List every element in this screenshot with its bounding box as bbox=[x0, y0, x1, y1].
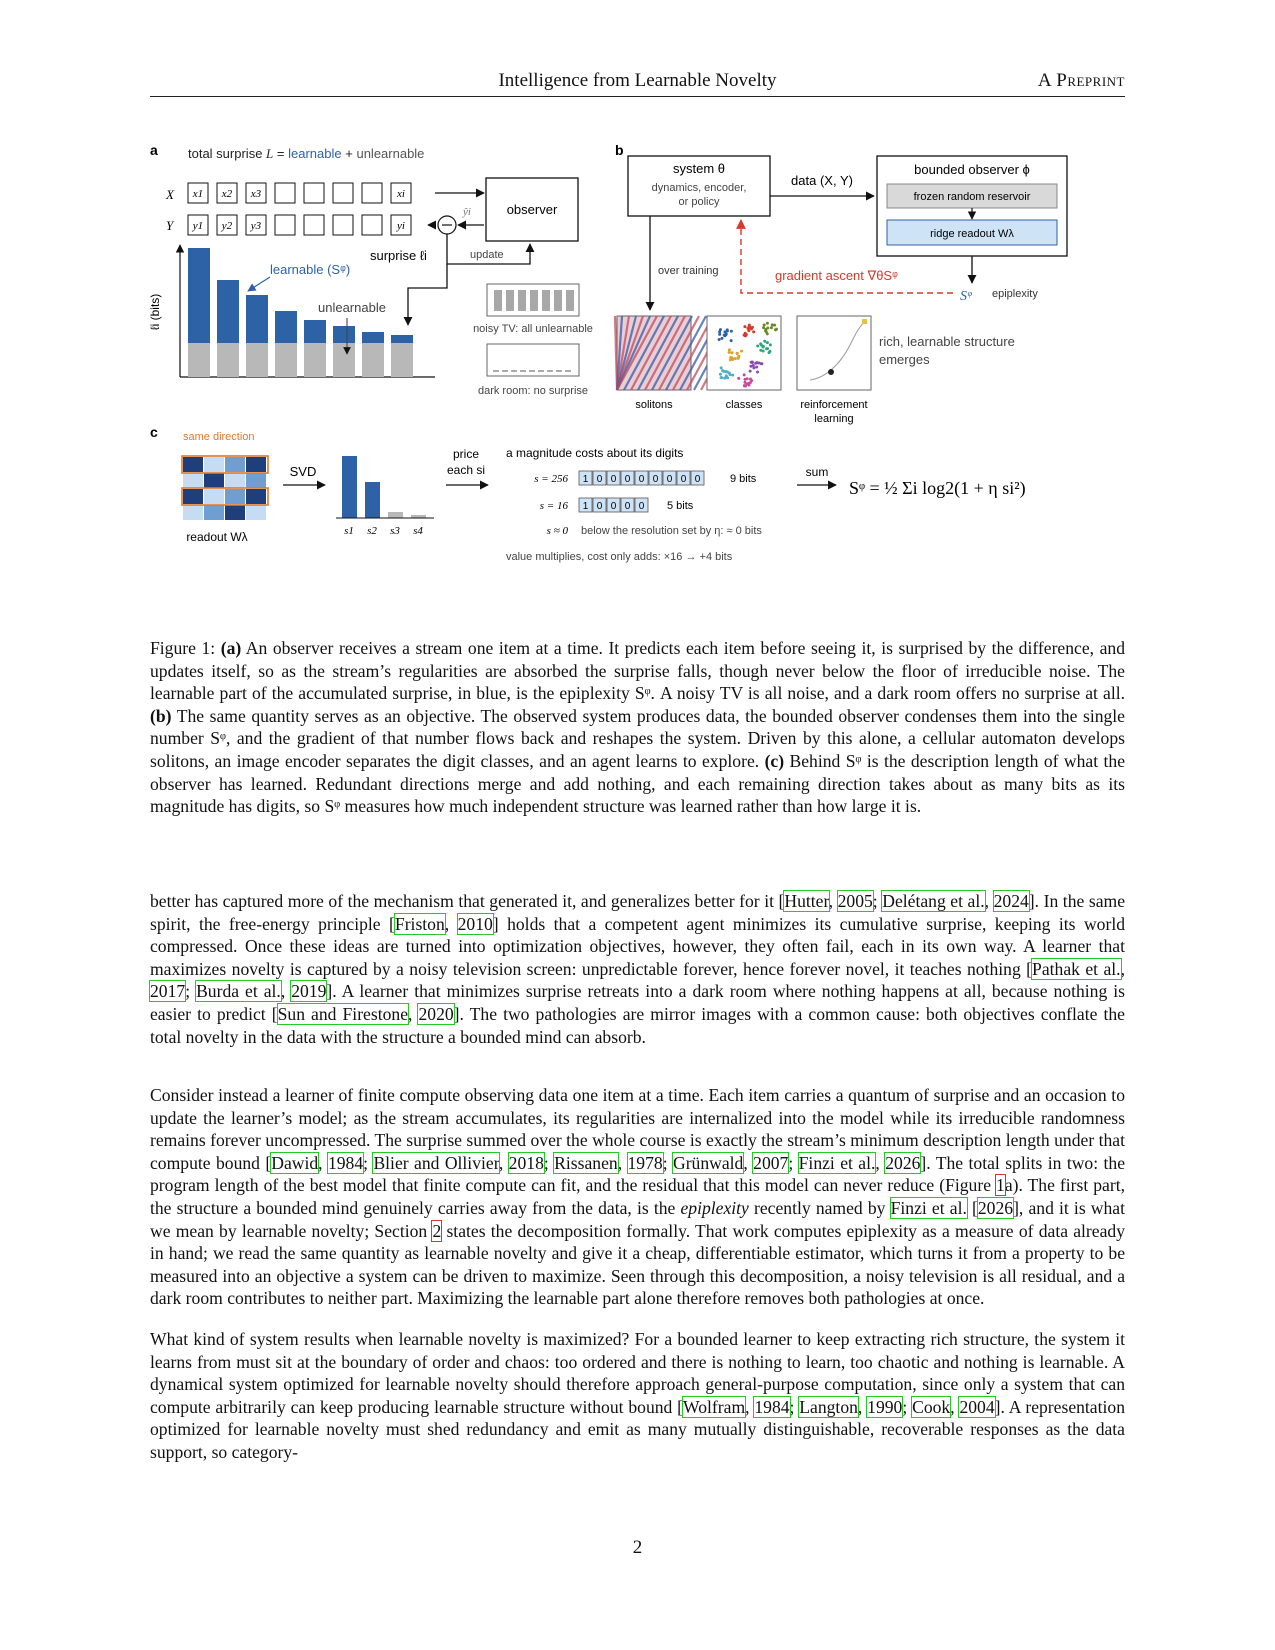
caption-fig-label: Figure 1: bbox=[150, 638, 216, 658]
citation-link[interactable]: 2007 bbox=[753, 1152, 789, 1173]
row2-s: s = 16 bbox=[539, 500, 568, 512]
citation-link[interactable]: 2020 bbox=[418, 1003, 454, 1024]
y-cell bbox=[333, 215, 353, 235]
readout-cell bbox=[225, 473, 245, 488]
bit-value: 0 bbox=[596, 474, 603, 485]
page-number: 2 bbox=[632, 1537, 643, 1558]
unlearnable-bar bbox=[304, 343, 326, 377]
readout-label: ridge readout Wλ bbox=[930, 228, 1014, 240]
citation-link[interactable]: Blier and Ollivier bbox=[373, 1152, 499, 1173]
emerges-line-2: emerges bbox=[879, 352, 930, 367]
row3-s: s ≈ 0 bbox=[546, 525, 568, 537]
formula: Sᵠ = ½ Σi log2(1 + η si²) bbox=[849, 478, 1026, 498]
y-cell-label: y2 bbox=[221, 220, 233, 232]
noisy-bar bbox=[530, 290, 538, 311]
bits-row-16 bbox=[579, 498, 648, 512]
y-cells bbox=[188, 215, 411, 235]
row-y-label: Y bbox=[166, 218, 174, 233]
citation-link[interactable]: Delétang et al. bbox=[882, 891, 985, 911]
unlearnable-bar bbox=[246, 343, 268, 377]
readout-cell bbox=[246, 489, 266, 504]
yhat-label: ŷi bbox=[463, 206, 471, 218]
y-cell bbox=[304, 215, 324, 235]
observer-title: bounded observer ϕ bbox=[914, 162, 1030, 177]
readout-cell bbox=[246, 473, 266, 488]
singular-value-bars bbox=[342, 456, 426, 537]
citation-link[interactable]: Burda et al. bbox=[196, 981, 281, 1002]
learnable-bar bbox=[362, 332, 384, 343]
citation-link[interactable]: 1978 bbox=[627, 1152, 663, 1173]
readout-cell bbox=[225, 505, 245, 520]
y-cell-label: y3 bbox=[250, 220, 262, 232]
citation-link[interactable]: Sun and Firestone bbox=[277, 1003, 408, 1024]
same-direction-label: same direction bbox=[183, 431, 255, 443]
citation-link[interactable]: 1990 bbox=[867, 1396, 903, 1417]
bit-value: 0 bbox=[680, 474, 687, 485]
citation-link[interactable]: Dawid bbox=[271, 1152, 319, 1173]
citation-link[interactable]: 2005 bbox=[837, 891, 873, 911]
caption-b-label: (b) bbox=[150, 705, 172, 726]
learnable-bar bbox=[391, 335, 413, 343]
readout-cell bbox=[204, 473, 224, 488]
readout-cell bbox=[246, 505, 266, 520]
singular-value-label: s2 bbox=[367, 525, 377, 537]
citation-link[interactable]: 2024 bbox=[993, 891, 1029, 911]
thumb-label-solitons: solitons bbox=[635, 399, 673, 411]
unlearnable-bar bbox=[333, 343, 355, 377]
x-cell bbox=[275, 183, 295, 203]
readout-cell bbox=[246, 457, 266, 472]
readout-cell bbox=[225, 489, 245, 504]
citation-link[interactable]: 2026 bbox=[977, 1197, 1014, 1218]
price-line-2: each si bbox=[446, 463, 486, 477]
citation-link[interactable]: 2018 bbox=[508, 1152, 544, 1173]
thumb-label-rl-1: reinforcement bbox=[800, 399, 868, 411]
noisy-bar bbox=[542, 290, 550, 311]
learnable-bar bbox=[333, 326, 355, 343]
bit-value: 1 bbox=[582, 501, 589, 512]
price-line-1: price bbox=[452, 447, 480, 461]
figure-caption bbox=[150, 637, 1125, 818]
readout-cell bbox=[183, 473, 203, 488]
citation-link[interactable]: 2026 bbox=[885, 1152, 921, 1173]
dark-room-label: dark room: no surprise bbox=[477, 385, 589, 397]
rl-thumbnail bbox=[797, 316, 871, 390]
unlearnable-bar bbox=[362, 343, 384, 377]
system-sub-2: or policy bbox=[678, 196, 720, 208]
y-cell bbox=[275, 215, 295, 235]
learnable-bar bbox=[217, 280, 239, 343]
figure-1 bbox=[150, 140, 1125, 610]
y-cell-label: y1 bbox=[192, 220, 204, 232]
y-axis-label: ℓi (bits) bbox=[148, 293, 162, 331]
citation-link[interactable]: Finzi et al. bbox=[798, 1152, 876, 1173]
caption-b-text: The same quantity serves as an objective. The observed system produces data, the bounded observer condenses them into the single number Sᵠ, and the gradient of that number flows back and reshapes the system. Driven by this alone, a cellular automaton develops solitons, an image encoder separates the digit classes, and an agent learns to explore. bbox=[150, 705, 1125, 771]
citation-link[interactable]: 2004 bbox=[959, 1396, 995, 1417]
x-cell bbox=[333, 183, 353, 203]
surprise-label: surprise ℓi bbox=[370, 248, 427, 263]
bit-value: 0 bbox=[652, 474, 659, 485]
readout-label-c: readout Wλ bbox=[186, 530, 248, 544]
unlearnable-bar bbox=[188, 343, 210, 377]
panel-b-label: b bbox=[615, 142, 624, 158]
bit-value: 0 bbox=[610, 501, 617, 512]
row2-bits-label: 5 bits bbox=[667, 500, 694, 512]
citation-link[interactable]: 2017 bbox=[150, 981, 186, 1002]
s-phi-label: Sᵠ bbox=[960, 289, 972, 304]
paragraph-3: What kind of system results when learnable novelty is maximized? For a bounded learner to keep extracting rich structure, the system it learns from must sit at the boundary of order and chaos: too ordered and there is nothing to learn, too chaotic and nothing is learnable. A dynamical system optimized for learnable novelty should therefore approach general-purpose computation, since only a system that can compute arbitrarily can keep producing learnable structure without bound [Wolfram, 1984; Langton, 1990; Cook, 2004]. A representation optimized for learnable novelty must shed redundancy and emit as many mutually distinguishable, recoverable responses as the data support, so category- bbox=[150, 1329, 1125, 1462]
noisy-bar bbox=[494, 290, 502, 311]
gradient-label: gradient ascent ∇θSᵠ bbox=[775, 268, 898, 283]
unlearnable-annotation: unlearnable bbox=[318, 300, 386, 315]
learnable-bar bbox=[188, 248, 210, 343]
noisy-bar bbox=[554, 290, 562, 311]
bit-value: 1 bbox=[582, 474, 589, 485]
unlearnable-bar bbox=[391, 343, 413, 377]
over-training-label: over training bbox=[658, 265, 719, 277]
page-header bbox=[150, 70, 1125, 97]
unlearnable-bar bbox=[217, 343, 239, 377]
caption-c-text: Behind Sᵠ is the description length of what the observer has learned. Redundant directions merge and add nothing, and each remaining direction takes about as many bits as its magnitude has digits, so Sᵠ measures how much independent structure was learned rather than how large it is. bbox=[150, 750, 1126, 817]
citation-link[interactable]: Hutter bbox=[784, 891, 829, 911]
preprint-label: A Preprint bbox=[1037, 70, 1125, 91]
readout-cell bbox=[183, 489, 203, 504]
bit-value: 0 bbox=[638, 501, 645, 512]
row3-label: below the resolution set by η: ≈ 0 bits bbox=[581, 525, 762, 537]
readout-cell bbox=[183, 505, 203, 520]
citation-link[interactable]: 1984 bbox=[327, 1152, 364, 1173]
learnable-bar bbox=[246, 295, 268, 343]
citation-link[interactable]: Rissanen bbox=[554, 1152, 618, 1173]
magnitude-title: a magnitude costs about its digits bbox=[506, 446, 684, 460]
singular-value-label: s3 bbox=[390, 525, 400, 537]
citation-link[interactable]: 2019 bbox=[291, 981, 327, 1002]
bits-row-256 bbox=[579, 471, 704, 485]
noisy-bar bbox=[506, 290, 514, 311]
bit-value: 0 bbox=[638, 474, 645, 485]
system-title: system θ bbox=[672, 161, 726, 176]
learnable-bar bbox=[275, 311, 297, 343]
system-sub-1: dynamics, encoder, bbox=[651, 182, 747, 194]
x-cell bbox=[362, 183, 382, 203]
row-x-label: X bbox=[166, 187, 174, 202]
x-cell-label: x1 bbox=[192, 188, 204, 200]
singular-value-label: s4 bbox=[413, 525, 423, 537]
learnable-bar bbox=[304, 320, 326, 343]
citation-link[interactable]: 2010 bbox=[457, 913, 493, 934]
emerges-line-1: rich, learnable structure bbox=[879, 334, 1015, 349]
bit-value: 0 bbox=[666, 474, 673, 485]
x-cells bbox=[188, 183, 411, 203]
bit-value: 0 bbox=[610, 474, 617, 485]
x-cell-label: x2 bbox=[221, 188, 233, 200]
svd-label: SVD bbox=[289, 464, 317, 479]
classes-thumbnail bbox=[707, 316, 781, 390]
emphasis-epiplexity: epiplexity bbox=[680, 1197, 749, 1218]
figure-1-graphic bbox=[150, 140, 1125, 610]
citation-link[interactable]: Grünwald bbox=[672, 1152, 744, 1173]
paragraph-2: Consider instead a learner of finite compute observing data one item at a time. Each item carries a quantum of surprise and an occasion to update the learner’s model; as the stream accumulates, its regularities are internalized into the model while its irreducible randomness remains forever uncompressed. The surprise summed over the whole course is exactly the stream’s minimum description length under that compute bound [Dawid, 1984; Blier and Ollivier, 2018; Rissanen, 1978; Grünwald, 2007; Finzi et al., 2026]. The total splits in two: the program length of the best model that finite compute can fit, and the residual that this model can never reduce (Figure 1a). The first part, the structure a bounded mind genuinely carries away from the data, is the epiplexity recently named by Finzi et al. [2026], and it is what we mean by learnable novelty; Section 2 states the decomposition formally. That work computes epiplexity as a measure of data already in hand; we read the same quantity as learnable novelty and give it a cheap, differentiable estimator, which turns it from a property to be measured into an objective a system can be driven to maximize. Seen through this decomposition, a noisy television is all residual, and a dark room contributes to neither part. Maximizing the learnable part alone therefore removes both pathologies at once. bbox=[150, 1085, 1126, 1309]
citation-link[interactable]: Finzi et al. bbox=[890, 1197, 967, 1218]
y-cell-label: yi bbox=[397, 220, 405, 232]
data-label: data (X, Y) bbox=[791, 173, 853, 188]
readout-cell bbox=[183, 457, 203, 472]
x-cell bbox=[304, 183, 324, 203]
unlearnable-bar bbox=[275, 343, 297, 377]
readout-cell bbox=[204, 505, 224, 520]
panel-a-title: total surprise L = learnable + unlearnable bbox=[188, 146, 425, 161]
singular-value-bar bbox=[365, 482, 380, 518]
bit-value: 0 bbox=[624, 501, 631, 512]
citation-link[interactable]: Pathak et al. bbox=[1032, 958, 1121, 979]
paragraph-1: better has captured more of the mechanism that generated it, and generalizes better for it [Hutter, 2005; Delétang et al., 2024]. In the same spirit, the free-energy principle [Friston, 2010] holds that a competent agent minimizes its cumulative surprise, keeping its world compressed. Once these ideas are turned into optimization objectives, however, they often fail, each in its own way. A learner that maximizes novelty is captured by a noisy television screen: unpredictable forever, hence forever novel, it teaches nothing [Pathak et al., 2017; Burda et al., 2019]. A learner that minimizes surprise retreats into a dark room where nothing happens at all, because nothing is easier to predict [Sun and Firestone, 2020]. The two pathologies are mirror images with a common cause: both objectives conflate the total novelty in the data with the structure a bounded mind can absorb. bbox=[150, 891, 1126, 1047]
epiplexity-label: epiplexity bbox=[992, 288, 1038, 300]
magnitude-footer: value multiplies, cost only adds: ×16 → +4 bits bbox=[506, 551, 733, 563]
update-label: update bbox=[470, 249, 504, 261]
thumb-label-rl-2: learning bbox=[814, 413, 854, 425]
row1-bits-label: 9 bits bbox=[730, 473, 757, 485]
singular-value-label: s1 bbox=[344, 525, 354, 537]
citation-link[interactable]: Cook bbox=[912, 1396, 951, 1417]
citation-link[interactable]: 1984 bbox=[754, 1396, 790, 1417]
readout-cell bbox=[225, 457, 245, 472]
bit-value: 0 bbox=[694, 474, 701, 485]
sum-label: sum bbox=[805, 465, 829, 479]
noisy-tv-bars bbox=[494, 290, 574, 311]
noisy-bar bbox=[518, 290, 526, 311]
row1-s: s = 256 bbox=[534, 473, 568, 485]
readout-matrix bbox=[182, 456, 268, 520]
x-cell-label: xi bbox=[397, 188, 405, 200]
running-title: Intelligence from Learnable Novelty bbox=[498, 70, 777, 91]
singular-value-bar bbox=[342, 456, 357, 518]
figure-ref-link[interactable]: 1 bbox=[996, 1175, 1005, 1196]
readout-cell bbox=[204, 457, 224, 472]
readout-cell bbox=[204, 489, 224, 504]
caption-a-text: An observer receives a stream one item at a time. It predicts each item before seeing it, is surprised by the difference, and updates itself, so as the stream’s regularities are absorbed the surprise falls, though never below the floor of irreducible noise. The learnable part of the accumulated surprise, in blue, is the epiplexity Sᵠ. A noisy TV is all noise, and a dark room offers no surprise at all. bbox=[150, 638, 1125, 704]
citation-link[interactable]: Friston bbox=[394, 913, 445, 934]
caption-c-label: (c) bbox=[764, 750, 785, 771]
thumb-label-classes: classes bbox=[725, 399, 763, 411]
x-cell-label: x3 bbox=[250, 188, 262, 200]
noisy-tv-label: noisy TV: all unlearnable bbox=[473, 323, 593, 335]
reservoir-label: frozen random reservoir bbox=[913, 191, 1031, 203]
section-ref-link[interactable]: 2 bbox=[432, 1220, 442, 1241]
bit-value: 0 bbox=[596, 501, 603, 512]
learnable-annotation: learnable (Sᵠ) bbox=[270, 262, 351, 277]
bit-value: 0 bbox=[624, 474, 631, 485]
citation-link[interactable]: Langton bbox=[799, 1396, 858, 1417]
caption-a-label: (a) bbox=[220, 638, 242, 658]
observer-label: observer bbox=[506, 202, 558, 217]
panel-c-label: c bbox=[150, 424, 158, 440]
panel-a-label: a bbox=[150, 142, 158, 158]
singular-value-bar bbox=[388, 512, 403, 518]
y-cell bbox=[362, 215, 382, 235]
citation-link[interactable]: Wolfram bbox=[683, 1396, 746, 1417]
noisy-bar bbox=[566, 290, 574, 311]
